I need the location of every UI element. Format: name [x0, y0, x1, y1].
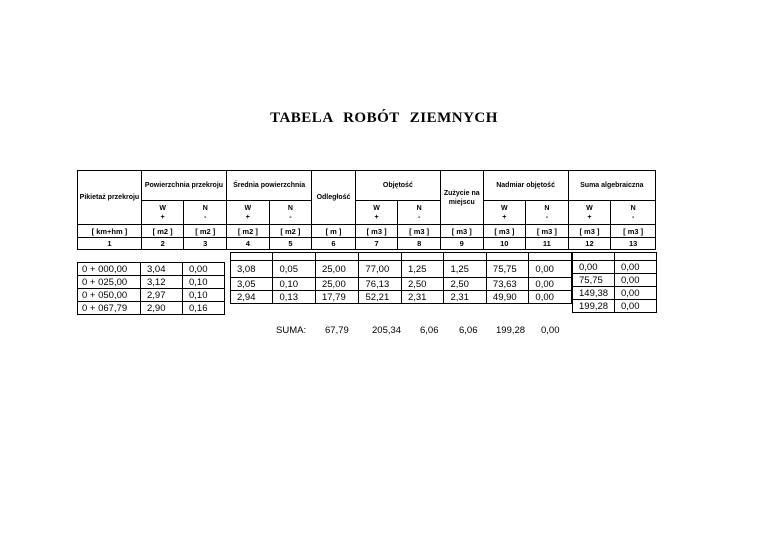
- page-title: TABELA ROBÓT ZIEMNYCH: [270, 110, 498, 126]
- unit-cell: [ m3 ]: [568, 225, 611, 238]
- suma-n-cell: 0,00: [615, 300, 657, 313]
- odleglosc-cell: 25,00: [315, 278, 359, 291]
- minus-label: -: [417, 213, 421, 221]
- unit-cell: [ m2 ]: [141, 225, 184, 238]
- interval-table: [230, 252, 572, 304]
- table-row: [78, 302, 225, 315]
- objetosc-n-cell: 1,25: [401, 261, 443, 278]
- n-label: N: [544, 204, 550, 212]
- pow-n-cell: 0,10: [183, 289, 225, 302]
- pikietaz-cell: 0 + 025,00: [78, 276, 141, 289]
- suma-n-cell: 0,00: [615, 274, 657, 287]
- pow-w-cell: 3,12: [141, 276, 183, 289]
- table-row: [573, 274, 657, 287]
- minus-label: -: [289, 213, 292, 221]
- unit-cell: [ m3 ]: [483, 225, 526, 238]
- nadmiar-n-cell: 0,00: [529, 291, 572, 304]
- header-n-minus: [184, 201, 227, 225]
- n-label: N: [416, 204, 422, 212]
- w-label: W: [373, 204, 380, 212]
- header-powierzchnia: Powierzchnia przekroju: [141, 171, 226, 201]
- plus-label: +: [502, 213, 507, 221]
- n-label: N: [287, 204, 293, 212]
- header-zuzycie: Zużycie na miejscu: [440, 171, 483, 225]
- header-nadmiar: Nadmiar objętość: [483, 171, 568, 201]
- suma-nadmiar-w: 199,28: [496, 325, 526, 336]
- table-row: [573, 287, 657, 300]
- nadmiar-n-cell: 0,00: [529, 278, 572, 291]
- srednia-w-cell: 3,05: [231, 278, 273, 291]
- table-row: [78, 276, 225, 289]
- header-n-minus: [611, 201, 656, 225]
- pow-w-cell: 2,90: [141, 302, 183, 315]
- column-number: 4: [227, 238, 270, 250]
- suma-w-cell: 75,75: [573, 274, 615, 287]
- table-row: [78, 289, 225, 302]
- srednia-w-cell: 3,08: [231, 261, 273, 278]
- n-label: N: [630, 204, 636, 212]
- header-w-plus: [483, 201, 526, 225]
- srednia-n-cell: 0,10: [273, 278, 315, 291]
- plus-label: +: [587, 213, 592, 221]
- header-odleglosc: Odległość: [312, 171, 356, 225]
- unit-cell: [ m3 ]: [398, 225, 441, 238]
- pow-n-cell: 0,10: [183, 276, 225, 289]
- w-label: W: [244, 204, 252, 212]
- header-n-minus: [398, 201, 441, 225]
- column-number: 8: [398, 238, 441, 250]
- objetosc-w-cell: 77,00: [359, 261, 401, 278]
- column-number: 2: [141, 238, 184, 250]
- nadmiar-w-cell: 73,63: [486, 278, 528, 291]
- nadmiar-w-cell: 49,90: [486, 291, 528, 304]
- column-number: 6: [312, 238, 356, 250]
- unit-cell: [ km+hm ]: [78, 225, 142, 238]
- suma-objetosc-w: 205,34: [372, 325, 402, 336]
- nadmiar-w-cell: 75,75: [486, 261, 528, 278]
- column-number: 10: [483, 238, 526, 250]
- unit-cell: [ m ]: [312, 225, 356, 238]
- header-w-plus: [355, 201, 398, 225]
- unit-cell: [ m3 ]: [526, 225, 569, 238]
- column-number: 1: [78, 238, 142, 250]
- suma-n-cell: 0,00: [615, 261, 657, 274]
- station-table: [77, 262, 225, 315]
- unit-cell: [ m2 ]: [269, 225, 312, 238]
- column-number: 9: [440, 238, 483, 250]
- odleglosc-cell: 17,79: [315, 291, 359, 304]
- suma-nadmiar-n: 0,00: [541, 325, 560, 336]
- header-n-minus: [269, 201, 312, 225]
- odleglosc-cell: 25,00: [315, 261, 359, 278]
- srednia-n-cell: 0,13: [273, 291, 315, 304]
- header-objetosc: Objętość: [355, 171, 440, 201]
- nadmiar-n-cell: 0,00: [529, 261, 572, 278]
- pow-w-cell: 2,97: [141, 289, 183, 302]
- column-number: 5: [269, 238, 312, 250]
- objetosc-w-cell: 76,13: [359, 278, 401, 291]
- zuzycie-cell: 2,50: [444, 278, 486, 291]
- minus-label: -: [204, 213, 207, 221]
- suma-w-cell: 0,00: [573, 261, 615, 274]
- w-label: W: [501, 204, 508, 212]
- minus-label: -: [545, 213, 549, 221]
- table-row: [573, 300, 657, 313]
- pow-w-cell: 3,04: [141, 263, 183, 276]
- pow-n-cell: 0,16: [183, 302, 225, 315]
- w-label: W: [159, 204, 166, 212]
- table-row: [231, 278, 572, 291]
- unit-cell: [ m3 ]: [611, 225, 656, 238]
- spacer-row: [231, 253, 572, 261]
- minus-label: -: [631, 213, 635, 221]
- objetosc-n-cell: 2,31: [401, 291, 443, 304]
- header-w-plus: [568, 201, 611, 225]
- unit-cell: [ m3 ]: [355, 225, 398, 238]
- objetosc-n-cell: 2,50: [401, 278, 443, 291]
- suma-label: SUMA:: [276, 325, 307, 336]
- column-number: 12: [568, 238, 611, 250]
- srednia-n-cell: 0,05: [273, 261, 315, 278]
- pow-n-cell: 0,00: [183, 263, 225, 276]
- header-srednia: Średnia powierzchnia: [227, 171, 312, 201]
- suma-odleglosc: 67,79: [325, 325, 349, 336]
- column-number: 13: [611, 238, 656, 250]
- column-number: 11: [526, 238, 569, 250]
- srednia-w-cell: 2,94: [231, 291, 273, 304]
- table-row: [573, 261, 657, 274]
- pikietaz-cell: 0 + 067,79: [78, 302, 141, 315]
- header-w-plus: [227, 201, 270, 225]
- suma-algebraiczna-table: [572, 252, 657, 313]
- plus-label: +: [374, 213, 379, 221]
- column-number: 3: [184, 238, 227, 250]
- unit-cell: [ m2 ]: [227, 225, 270, 238]
- zuzycie-cell: 1,25: [444, 261, 486, 278]
- header-suma-algebraiczna: Suma algebraiczna: [568, 171, 655, 201]
- objetosc-w-cell: 52,21: [359, 291, 401, 304]
- pikietaz-cell: 0 + 050,00: [78, 289, 141, 302]
- column-number: 7: [355, 238, 398, 250]
- header-n-minus: [526, 201, 569, 225]
- pikietaz-cell: 0 + 000,00: [78, 263, 141, 276]
- w-label: W: [586, 204, 593, 212]
- spacer-row: [573, 253, 657, 261]
- suma-w-cell: 149,38: [573, 287, 615, 300]
- plus-label: +: [245, 213, 250, 221]
- suma-zuzycie: 6,06: [459, 325, 478, 336]
- zuzycie-cell: 2,31: [444, 291, 486, 304]
- unit-cell: [ m3 ]: [440, 225, 483, 238]
- header-table: [77, 170, 656, 250]
- table-row: [231, 261, 572, 278]
- table-row: [78, 263, 225, 276]
- plus-label: +: [160, 213, 165, 221]
- unit-cell: [ m2 ]: [184, 225, 227, 238]
- header-pikietaz: Pikietaż przekroju: [78, 171, 142, 225]
- header-w-plus: [141, 201, 184, 225]
- suma-n-cell: 0,00: [615, 287, 657, 300]
- table-row: [231, 291, 572, 304]
- n-label: N: [202, 204, 208, 212]
- suma-w-cell: 199,28: [573, 300, 615, 313]
- suma-objetosc-n: 6,06: [420, 325, 439, 336]
